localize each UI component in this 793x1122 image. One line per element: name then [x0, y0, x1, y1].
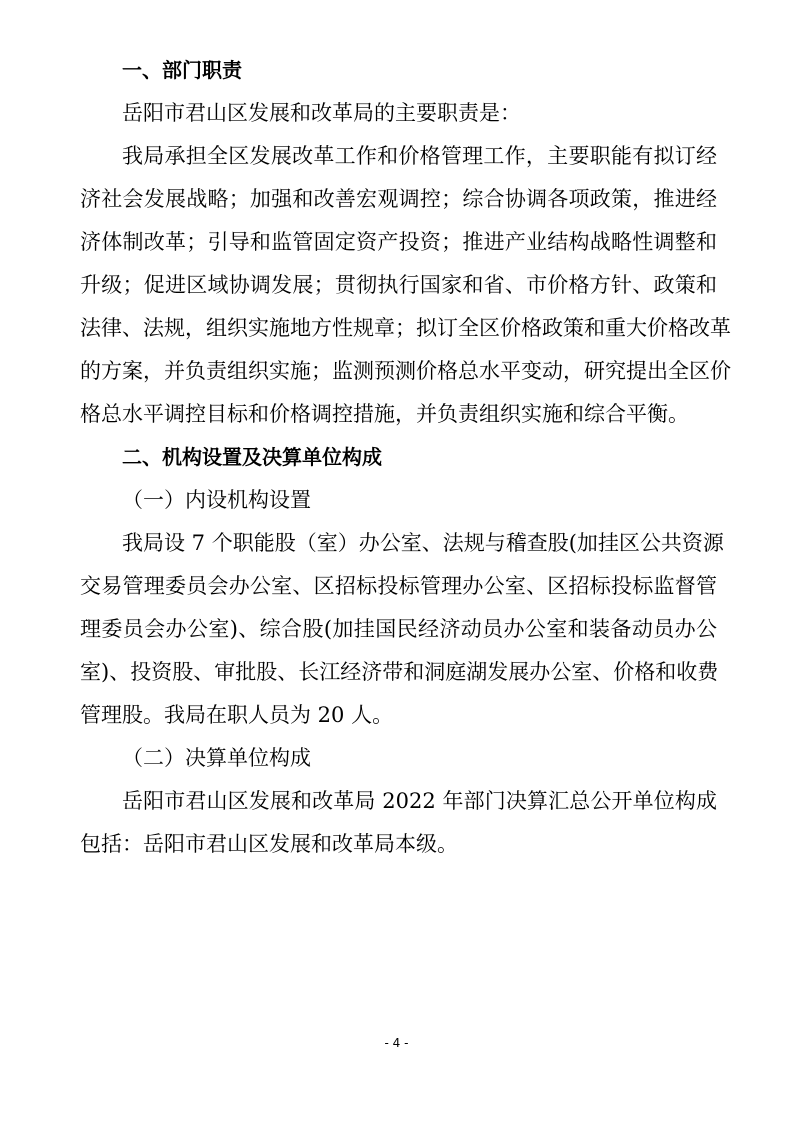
org-para-line: 管理股。我局在职人员为 20 人。	[80, 703, 394, 727]
subheading-budget-units: （二）决算单位构成	[122, 746, 311, 770]
page-number: - 4 -	[384, 1036, 409, 1050]
section-heading-structure: 二、机构设置及决算单位构成	[122, 445, 382, 469]
org-para-line: 我局设 7 个职能股（室）办公室、法规与稽查股(加挂区公共资源	[122, 531, 724, 555]
duties-para-line: 的方案，并负责组织实施；监测预测价格总水平变动，研究提出全区价	[80, 359, 731, 383]
org-para-line: 理委员会办公室)、综合股(加挂国民经济动员办公室和装备动员办公	[80, 617, 717, 641]
subheading-internal-org: （一）内设机构设置	[122, 488, 311, 512]
section-heading-duties: 一、部门职责	[122, 58, 242, 82]
duties-para-line: 法律、法规，组织实施地方性规章；拟订全区价格政策和重大价格改革	[80, 316, 731, 340]
duties-intro: 岳阳市君山区发展和改革局的主要职责是：	[122, 101, 521, 125]
duties-para-line: 格总水平调控目标和价格调控措施，并负责组织实施和综合平衡。	[80, 402, 689, 426]
duties-para-line: 济社会发展战略；加强和改善宏观调控；综合协调各项政策，推进经	[80, 187, 717, 211]
duties-para-line: 我局承担全区发展改革工作和价格管理工作，主要职能有拟订经	[122, 144, 717, 168]
units-para-line: 岳阳市君山区发展和改革局 2022 年部门决算汇总公开单位构成	[122, 789, 717, 813]
duties-para-line: 升级；促进区域协调发展；贯彻执行国家和省、市价格方针、政策和	[80, 273, 717, 297]
org-para-line: 室)、投资股、审批股、长江经济带和洞庭湖发展办公室、价格和收费	[80, 660, 719, 684]
units-para-line: 包括：岳阳市君山区发展和改革局本级。	[80, 832, 458, 856]
duties-para-line: 济体制改革；引导和监管固定资产投资；推进产业结构战略性调整和	[80, 230, 717, 254]
org-para-line: 交易管理委员会办公室、区招标投标管理办公室、区招标投标监督管	[80, 574, 717, 598]
